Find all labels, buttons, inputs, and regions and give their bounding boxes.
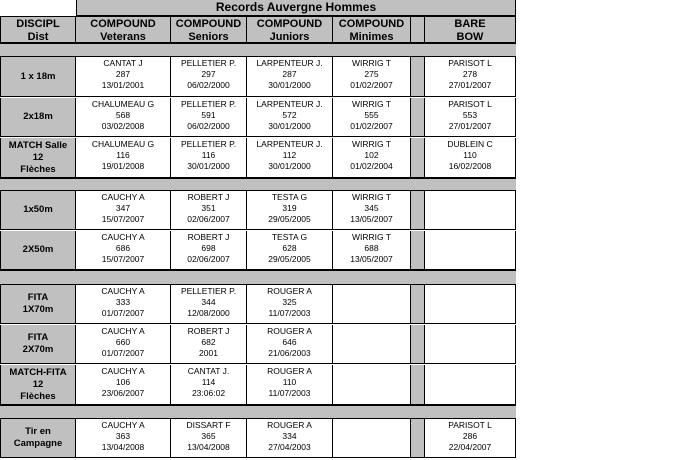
record-date: 06/02/2000 xyxy=(187,121,230,131)
record-cell xyxy=(171,231,247,270)
record-holder: CHALUMEAU G xyxy=(91,139,155,149)
record-score: 319 xyxy=(282,203,297,213)
category-line2: Veterans xyxy=(100,31,146,43)
record-cell xyxy=(333,57,411,97)
record-date: 22/04/2007 xyxy=(448,442,492,452)
record-score: 297 xyxy=(201,69,216,79)
record-date: 15/07/2007 xyxy=(101,254,145,264)
record-cell xyxy=(171,365,247,405)
record-holder: WIRRIG T xyxy=(351,99,392,109)
spacer-column xyxy=(411,285,425,324)
record-date: 19/01/2008 xyxy=(101,161,145,171)
record-holder: WIRRIG T xyxy=(351,139,392,149)
record-score: 363 xyxy=(115,431,131,441)
record-cell xyxy=(76,98,171,137)
record-cell xyxy=(425,57,516,97)
empty-cell xyxy=(425,365,516,405)
record-score: 334 xyxy=(282,431,297,441)
record-holder: DUBLEIN C xyxy=(447,139,493,149)
empty-cell xyxy=(425,231,516,270)
record-holder: CANTAT J. xyxy=(187,366,230,376)
record-date: 06/02/2000 xyxy=(187,80,230,90)
record-holder: ROUGER A xyxy=(267,366,312,376)
record-holder: PARISOT L xyxy=(448,58,492,68)
record-holder: CAUCHY A xyxy=(101,326,145,336)
spacer-column xyxy=(411,16,425,43)
record-date: 30/01/2000 xyxy=(268,80,311,90)
record-score: 344 xyxy=(201,297,216,307)
record-cell xyxy=(425,98,516,137)
record-cell xyxy=(247,285,333,324)
discipline-label-line: 2X50m xyxy=(22,244,54,255)
spacer-column xyxy=(411,57,425,97)
spacer-column xyxy=(411,138,425,178)
header-discipline-line2: Dist xyxy=(27,31,49,43)
record-cell xyxy=(171,57,247,97)
record-date: 30/01/2000 xyxy=(268,121,311,131)
record-score: 287 xyxy=(115,69,131,79)
record-date: 01/07/2007 xyxy=(101,308,145,318)
record-date: 2001 xyxy=(199,348,218,358)
record-score: 278 xyxy=(462,69,478,79)
record-score: 572 xyxy=(282,110,297,120)
record-cell xyxy=(247,57,333,97)
record-score: 116 xyxy=(201,150,216,160)
empty-cell xyxy=(333,419,411,458)
record-date: 11/07/2003 xyxy=(268,388,311,398)
record-score: 345 xyxy=(364,203,379,213)
record-date: 23:06:02 xyxy=(191,388,226,398)
record-date: 01/02/2007 xyxy=(350,121,393,131)
record-score: 106 xyxy=(115,377,131,387)
sheet-title xyxy=(76,0,516,16)
record-date: 27/04/2003 xyxy=(268,442,311,452)
record-score: 333 xyxy=(115,297,131,307)
record-cell xyxy=(76,138,171,178)
record-cell xyxy=(171,98,247,137)
discipline-label-line: FITA xyxy=(27,292,49,303)
record-score: 365 xyxy=(201,431,216,441)
record-cell xyxy=(247,98,333,137)
record-score: 112 xyxy=(282,150,297,160)
record-holder: ROBERT J xyxy=(187,326,230,336)
record-date: 02/06/2007 xyxy=(187,254,230,264)
discipline-label xyxy=(0,98,76,137)
record-score: 698 xyxy=(201,243,216,253)
record-cell xyxy=(333,231,411,270)
record-holder: CAUCHY A xyxy=(101,420,145,430)
empty-cell xyxy=(333,325,411,364)
discipline-label xyxy=(0,57,76,97)
header-category xyxy=(76,16,171,43)
record-holder: TESTA G xyxy=(271,232,308,242)
discipline-label-line: 1x50m xyxy=(23,204,53,215)
record-score: 286 xyxy=(462,431,478,441)
record-date: 29/05/2005 xyxy=(268,254,311,264)
record-score: 114 xyxy=(201,377,216,387)
record-holder: ROBERT J xyxy=(187,232,230,242)
record-date: 02/06/2007 xyxy=(187,214,230,224)
category-line2: BOW xyxy=(456,31,484,43)
record-date: 11/07/2003 xyxy=(268,308,311,318)
record-holder: LARPENTEUR J. xyxy=(256,99,323,109)
spacer-column xyxy=(411,365,425,405)
record-holder: PELLETIER P. xyxy=(180,99,237,109)
record-score: 686 xyxy=(115,243,131,253)
record-date: 13/04/2008 xyxy=(187,442,230,452)
record-cell xyxy=(425,138,516,178)
record-date: 27/01/2007 xyxy=(448,80,492,90)
record-cell xyxy=(247,191,333,230)
record-holder: PARISOT L xyxy=(448,99,492,109)
record-score: 646 xyxy=(282,337,297,347)
record-date: 21/06/2003 xyxy=(268,348,311,358)
record-holder: ROUGER A xyxy=(267,420,312,430)
category-line2: Minimes xyxy=(349,31,394,43)
record-score: 287 xyxy=(282,69,297,79)
empty-cell xyxy=(333,365,411,405)
spacer-column xyxy=(411,98,425,137)
record-cell xyxy=(76,285,171,324)
record-date: 13/05/2007 xyxy=(350,254,393,264)
discipline-label-line: Flèches xyxy=(20,390,56,402)
record-holder: LARPENTEUR J. xyxy=(256,139,323,149)
record-date: 13/05/2007 xyxy=(350,214,393,224)
record-date: 23/06/2007 xyxy=(101,388,145,398)
record-cell xyxy=(247,138,333,178)
record-score: 688 xyxy=(364,243,379,253)
record-holder: CANTAT J xyxy=(103,58,143,68)
record-cell xyxy=(333,138,411,178)
record-date: 13/01/2001 xyxy=(101,80,145,90)
header-category xyxy=(333,16,411,43)
record-holder: TESTA G xyxy=(271,192,308,202)
record-score: 628 xyxy=(282,243,297,253)
discipline-label-line: MATCH-FITA xyxy=(9,366,67,378)
discipline-label-line: 12 xyxy=(32,151,44,163)
section-separator xyxy=(0,405,516,419)
record-holder: ROUGER A xyxy=(267,326,312,336)
record-holder: ROBERT J xyxy=(187,192,230,202)
record-holder: ROUGER A xyxy=(267,286,312,296)
section-separator xyxy=(0,270,516,285)
record-holder: PELLETIER P. xyxy=(180,286,237,296)
header-discipline-line1: DISCIPL xyxy=(16,18,60,30)
category-line1: COMPOUND xyxy=(90,18,156,30)
record-score: 325 xyxy=(282,297,297,307)
record-score: 351 xyxy=(201,203,216,213)
discipline-label xyxy=(0,419,76,458)
record-date: 16/02/2008 xyxy=(448,161,492,171)
discipline-label-line: FITA xyxy=(27,332,49,343)
spacer-column xyxy=(411,191,425,230)
record-date: 30/01/2000 xyxy=(187,161,230,171)
record-cell xyxy=(76,57,171,97)
record-date: 13/04/2008 xyxy=(101,442,145,452)
record-cell xyxy=(76,191,171,230)
record-date: 12/08/2000 xyxy=(187,308,230,318)
record-cell xyxy=(76,231,171,270)
record-score: 116 xyxy=(116,150,130,160)
record-cell xyxy=(171,285,247,324)
empty-cell xyxy=(425,285,516,324)
record-cell xyxy=(171,191,247,230)
category-line1: COMPOUND xyxy=(256,18,323,30)
record-date: 01/02/2007 xyxy=(350,80,393,90)
spacer-column xyxy=(411,419,425,458)
record-cell xyxy=(247,419,333,458)
discipline-label-line: 1 x 18m xyxy=(20,70,56,82)
header-discipline xyxy=(0,16,76,43)
empty-cell xyxy=(425,191,516,230)
record-cell xyxy=(425,419,516,458)
record-holder: CAUCHY A xyxy=(101,366,145,376)
discipline-label-line: Campagne xyxy=(13,438,63,449)
record-score: 591 xyxy=(201,110,216,120)
empty-cell xyxy=(333,285,411,324)
category-line2: Seniors xyxy=(188,31,229,43)
record-cell xyxy=(76,325,171,364)
discipline-label-line: Tir en xyxy=(25,426,51,437)
spacer-column xyxy=(411,231,425,270)
record-score: 347 xyxy=(115,203,131,213)
record-score: 682 xyxy=(201,337,216,347)
record-date: 29/05/2005 xyxy=(268,214,311,224)
record-cell xyxy=(333,98,411,137)
record-score: 275 xyxy=(364,69,379,79)
record-date: 27/01/2007 xyxy=(448,121,492,131)
header-category xyxy=(171,16,247,43)
record-holder: CAUCHY A xyxy=(101,232,145,242)
record-date: 15/07/2007 xyxy=(101,214,145,224)
record-cell xyxy=(76,365,171,405)
record-date: 01/02/2004 xyxy=(350,161,393,171)
record-holder: DISSART F xyxy=(186,420,231,430)
record-holder: WIRRIG T xyxy=(351,58,392,68)
record-cell xyxy=(171,419,247,458)
record-holder: WIRRIG T xyxy=(351,192,392,202)
record-score: 110 xyxy=(463,150,477,160)
section-separator xyxy=(0,178,516,191)
title-text: Records Auvergne Hommes xyxy=(215,0,377,14)
record-cell xyxy=(247,231,333,270)
record-holder: PELLETIER P. xyxy=(180,58,237,68)
category-line1: COMPOUND xyxy=(338,18,405,30)
header-category xyxy=(247,16,333,43)
discipline-label-line: 1X70m xyxy=(22,304,54,315)
discipline-label xyxy=(0,231,76,270)
record-score: 555 xyxy=(364,110,379,120)
spacer-column xyxy=(411,325,425,364)
category-line1: COMPOUND xyxy=(175,18,242,30)
record-cell xyxy=(333,191,411,230)
discipline-label xyxy=(0,325,76,364)
record-holder: WIRRIG T xyxy=(351,232,392,242)
record-holder: CHALUMEAU G xyxy=(91,99,155,109)
header-category xyxy=(425,16,516,43)
record-score: 568 xyxy=(115,110,131,120)
discipline-label xyxy=(0,138,76,178)
record-date: 30/01/2000 xyxy=(268,161,311,171)
discipline-label xyxy=(0,285,76,324)
record-cell xyxy=(171,138,247,178)
section-separator xyxy=(0,43,516,57)
record-score: 660 xyxy=(115,337,131,347)
record-cell xyxy=(76,419,171,458)
record-holder: CAUCHY A xyxy=(101,192,145,202)
empty-cell xyxy=(425,325,516,364)
category-line1: BARE xyxy=(454,18,486,30)
discipline-label xyxy=(0,365,76,405)
category-line2: Juniors xyxy=(269,31,310,43)
record-score: 110 xyxy=(282,377,297,387)
record-holder: LARPENTEUR J. xyxy=(256,58,323,68)
discipline-label-line: 12 xyxy=(32,378,44,390)
record-score: 553 xyxy=(462,110,478,120)
record-date: 01/07/2007 xyxy=(101,348,145,358)
record-cell xyxy=(247,365,333,405)
discipline-label-line: 2X70m xyxy=(22,344,54,355)
record-date: 03/02/2008 xyxy=(101,121,145,131)
record-cell xyxy=(171,325,247,364)
record-holder: PELLETIER P. xyxy=(180,139,237,149)
record-holder: CAUCHY A xyxy=(101,286,145,296)
discipline-label-line: Flèches xyxy=(20,163,56,175)
discipline-label xyxy=(0,191,76,230)
record-score: 102 xyxy=(364,150,379,160)
discipline-label-line: MATCH Salle xyxy=(8,139,68,151)
record-cell xyxy=(247,325,333,364)
record-holder: PARISOT L xyxy=(448,420,492,430)
discipline-label-line: 2x18m xyxy=(23,111,53,122)
